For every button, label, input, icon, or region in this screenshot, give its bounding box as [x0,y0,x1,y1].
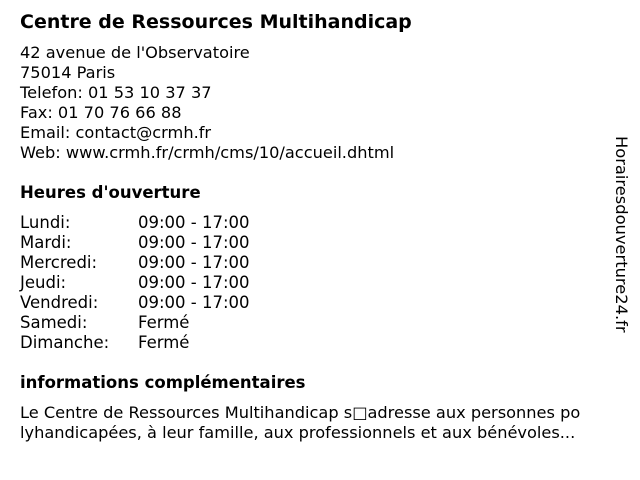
time-value: 09:00 - 17:00 [138,233,250,252]
day-label: Samedi: [20,313,88,332]
time-value: 09:00 - 17:00 [138,253,250,272]
hours-row-wednesday [20,253,320,273]
day-label: Mardi: [20,233,72,252]
contact-block [20,43,394,163]
day-label: Mercredi: [20,253,98,272]
time-value: 09:00 - 17:00 [138,273,250,292]
site-watermark: Horairesdouverture24.fr [612,136,631,333]
city: 75014 Paris [20,63,116,82]
time-value: Fermé [138,333,190,352]
time-value: 09:00 - 17:00 [138,293,250,312]
day-label: Lundi: [20,213,71,232]
additional-info-heading: informations complémentaires [20,373,306,392]
email-address: Email: contact@crmh.fr [20,123,212,142]
fax-number: Fax: 01 70 76 66 88 [20,103,182,122]
hours-row-thursday [20,273,320,293]
additional-info-text [20,403,620,443]
time-value: 09:00 - 17:00 [138,213,250,232]
hours-row-monday [20,213,320,233]
phone-number: Telefon: 01 53 10 37 37 [20,83,212,102]
opening-hours-heading: Heures d'ouverture [20,183,201,202]
hours-row-friday [20,293,320,313]
hours-row-saturday [20,313,320,333]
time-value: Fermé [138,313,190,332]
website-url: Web: www.crmh.fr/crmh/cms/10/accueil.dhtml [20,143,395,162]
info-line: Le Centre de Ressources Multihandicap s□adresse aux personnes po [20,403,581,422]
page-title: Centre de Ressources Multihandicap [20,11,412,33]
opening-hours-table [20,213,320,353]
hours-row-tuesday [20,233,320,253]
day-label: Vendredi: [20,293,99,312]
hours-row-sunday [20,333,320,353]
info-line: lyhandicapées, à leur famille, aux professionnels et aux bénévoles... [20,423,576,442]
street-address: 42 avenue de l'Observatoire [20,43,250,62]
day-label: Dimanche: [20,333,110,352]
day-label: Jeudi: [20,273,67,292]
